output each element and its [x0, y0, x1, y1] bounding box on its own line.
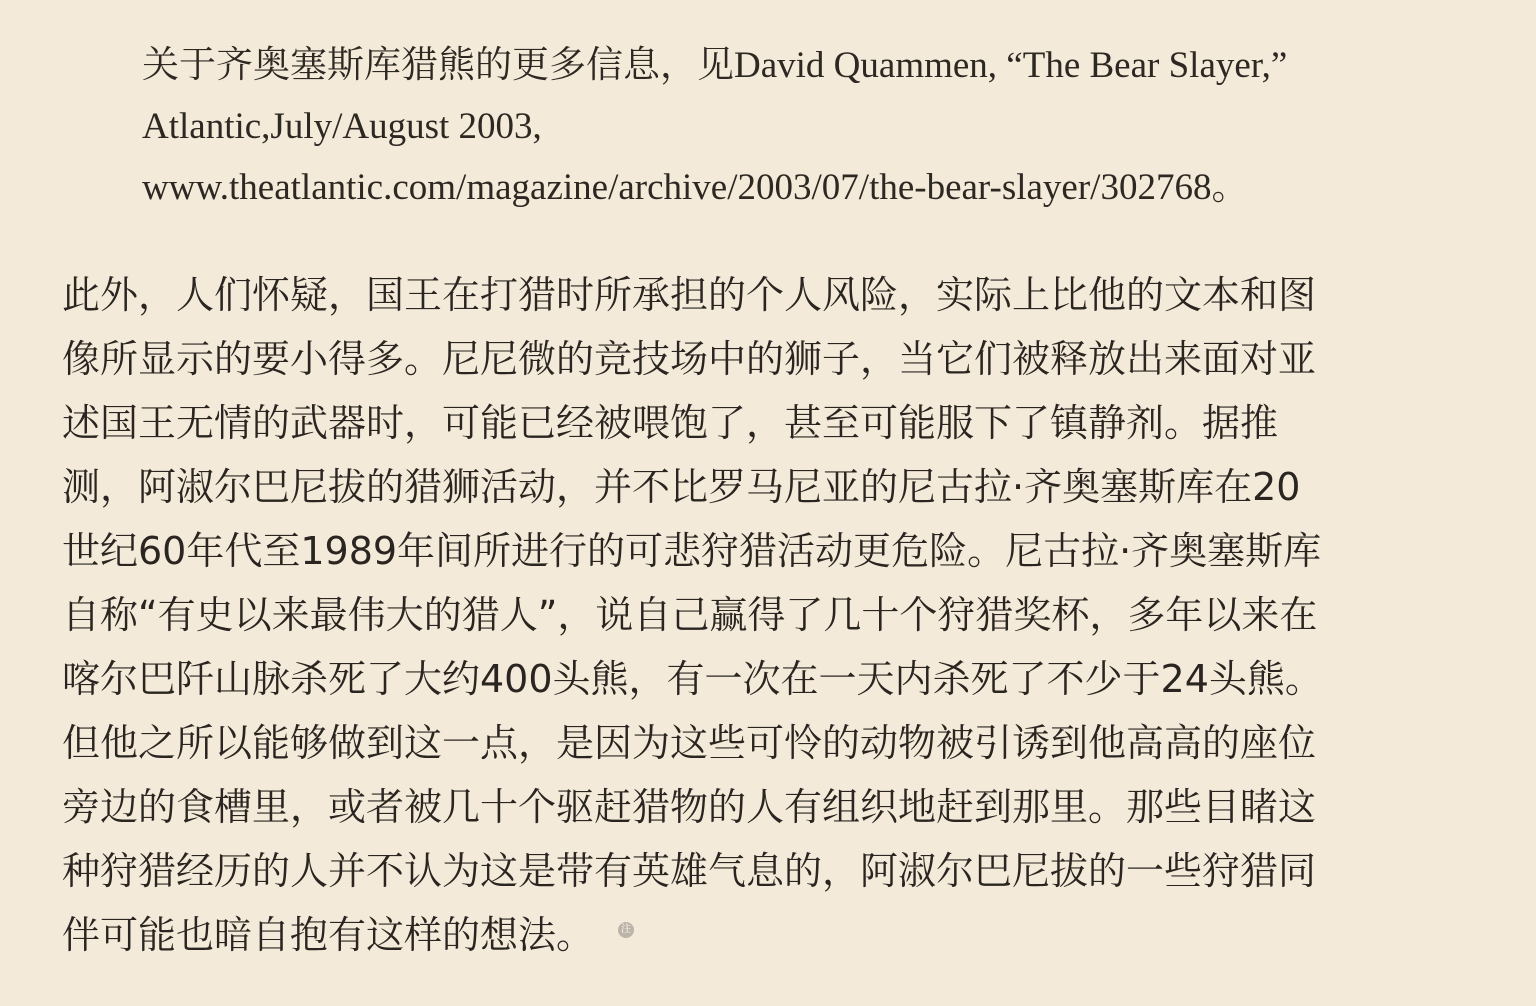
paragraph-line: 但他之所以能够做到这一点，是因为这些可怜的动物被引诱到他高高的座位 [62, 721, 1317, 765]
paragraph-line: 世纪60年代至1989年间所进行的可悲狩猎活动更危险。尼古拉·齐奥塞斯库 [62, 529, 1322, 573]
paragraph-line: 自称“有史以来最伟大的猎人”，说自己赢得了几十个狩猎奖杯，多年以来在 [62, 593, 1318, 637]
paragraph-line: 述国王无情的武器时，可能已经被喂饱了，甚至可能服下了镇静剂。据推 [62, 401, 1279, 445]
paragraph-line: 测，阿淑尔巴尼拔的猎狮活动，并不比罗马尼亚的尼古拉·齐奥塞斯库在20 [62, 465, 1301, 509]
paragraph-line: 旁边的食槽里，或者被几十个驱赶猎物的人有组织地赶到那里。那些目睹这 [62, 785, 1317, 829]
paragraph-line: 种狩猎经历的人并不认为这是带有英雄气息的，阿淑尔巴尼拔的一些狩猎同 [62, 849, 1317, 893]
footnote-line[interactable]: www.theatlantic.com/magazine/archive/2003/07/the-bear-slayer/302768。 [142, 167, 1249, 208]
note-marker-icon[interactable]: 注 [618, 922, 634, 938]
paragraph-line: 此外，人们怀疑，国王在打猎时所承担的个人风险，实际上比他的文本和图 [62, 273, 1317, 317]
paragraph-line-text: 伴可能也暗自抱有这样的想法。 [62, 913, 595, 957]
paragraph-last-line [62, 903, 1482, 967]
paragraph-line: 像所显示的要小得多。尼尼微的竞技场中的狮子，当它们被释放出来面对亚 [62, 337, 1317, 381]
footnote-block [142, 35, 1472, 218]
paragraph-line: 喀尔巴阡山脉杀死了大约400头熊，有一次在一天内杀死了不少于24头熊。 [62, 657, 1323, 701]
footnote-line: Atlantic,July/August 2003, [142, 106, 542, 147]
main-paragraph [62, 263, 1482, 967]
footnote-line: 关于齐奥塞斯库猎熊的更多信息，见David Quammen, “The Bear Slayer,” [142, 45, 1288, 86]
